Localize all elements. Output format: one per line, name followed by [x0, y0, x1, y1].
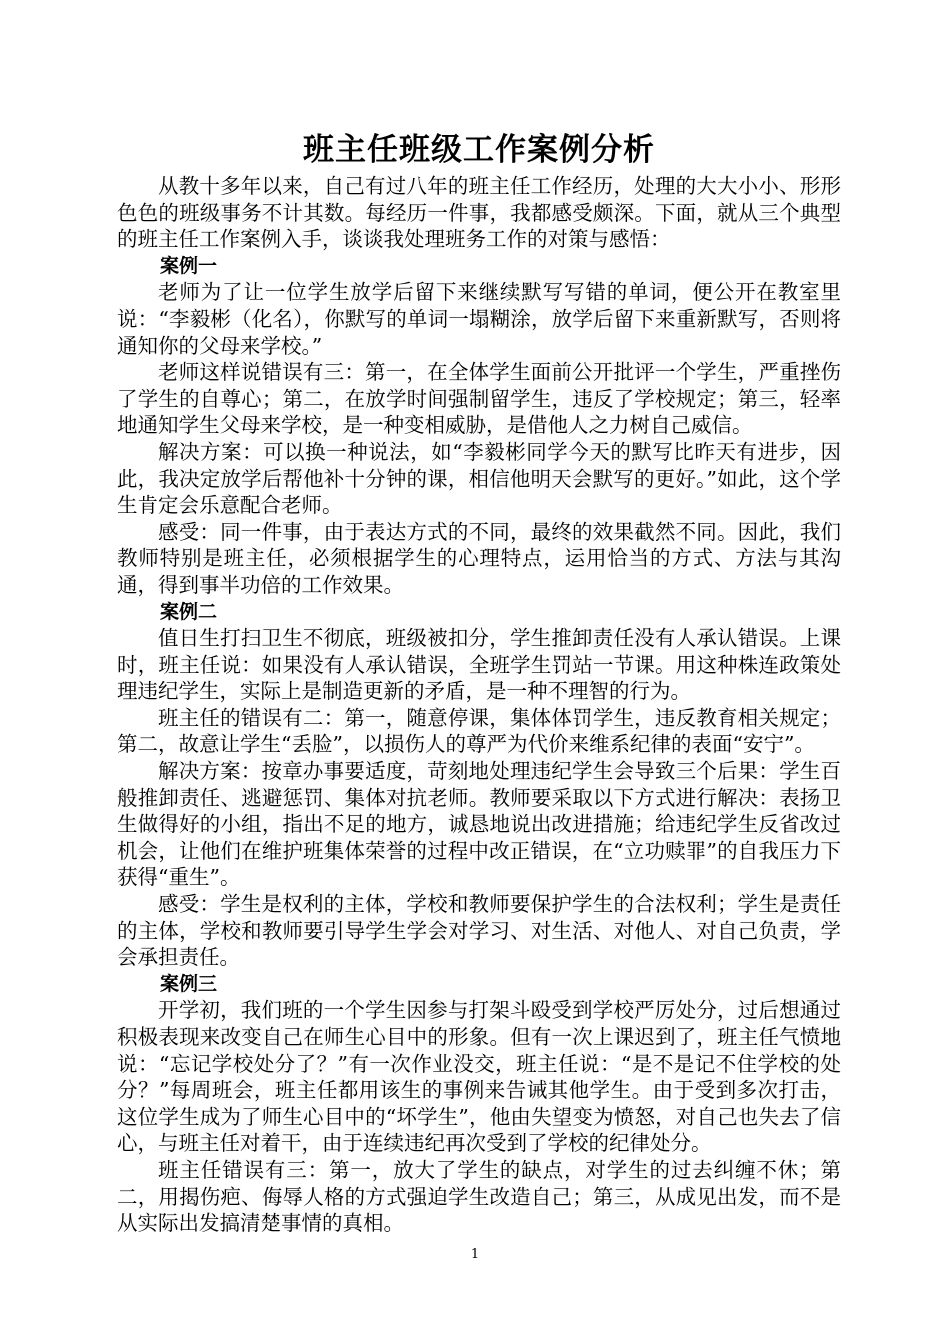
case-1-paragraph-3: 解决方案：可以换一种说法，如“李毅彬同学今天的默写比昨天有进步，因此，我决定放学后帮他补十分钟的课，相信他明天会默写的更好。”如此，这个学生肯定会乐意配合老师。 [117, 439, 841, 518]
document-body [117, 127, 841, 1237]
case-1-paragraph-2: 老师这样说错误有三：第一，在全体学生面前公开批评一个学生，严重挫伤了学生的自尊心；第二，在放学时间强制留学生，违反了学校规定；第三，轻率地通知学生父母来学校，是一种变相威胁，是借他人之力树自己威信。 [117, 360, 841, 438]
intro-paragraph: 从教十多年以来，自己有过八年的班主任工作经历，处理的大大小小、形形色色的班级事务不计其数。每经历一件事，我都感受颇深。下面，就从三个典型的班主任工作案例入手，谈谈我处理班务工作的对策与感悟： [117, 174, 841, 252]
case-3-paragraph-1: 开学初，我们班的一个学生因参与打架斗殴受到学校严厉处分，过后想通过积极表现来改变自己在师生心目中的形象。但有一次上课迟到了，班主任气愤地说：“忘记学校处分了？”有一次作业没交，班主任说：“是不是记不住学校的处分？”每周班会，班主任都用该生的事例来告诫其他学生。由于受到多次打击，这位学生成为了师生心目中的“坏学生”，他由失望变为愤怒，对自己也失去了信心，与班主任对着干，由于连续违纪再次受到了学校的纪律处分。 [117, 998, 841, 1156]
case-3-heading: 案例三 [160, 972, 218, 995]
case-1-paragraph-4: 感受：同一件事，由于表达方式的不同，最终的效果截然不同。因此，我们教师特别是班主任，必须根据学生的心理特点，运用恰当的方式、方法与其沟通，得到事半功倍的工作效果。 [117, 519, 841, 597]
case-1-paragraph-1: 老师为了让一位学生放学后留下来继续默写写错的单词，便公开在教室里说：“李毅彬（化名），你默写的单词一塌糊涂，放学后留下来重新默写，否则将通知你的父母来学校。” [117, 280, 841, 358]
page-number: 1 [470, 1247, 480, 1262]
case-2-paragraph-3: 解决方案：按章办事要适度，苛刻地处理违纪学生会导致三个后果：学生百般推卸责任、逃避惩罚、集体对抗老师。教师要采取以下方式进行解决：表扬卫生做得好的小组，指出不足的地方，诚恳地说出改进措施；给违纪学生反省改过机会，让他们在维护班集体荣誉的过程中改正错误，在“立功赎罪”的自我压力下获得“重生”。 [117, 759, 841, 890]
case-2-paragraph-4: 感受：学生是权利的主体，学校和教师要保护学生的合法权利；学生是责任的主体，学校和教师要引导学生学会对学习、对生活、对他人、对自己负责，学会承担责任。 [117, 892, 841, 970]
case-2-heading: 案例二 [160, 600, 218, 623]
case-2-paragraph-1: 值日生打扫卫生不彻底，班级被扣分，学生推卸责任没有人承认错误。上课时，班主任说：如果没有人承认错误，全班学生罚站一节课。用这种株连政策处理违纪学生，实际上是制造更新的矛盾，是一种不理智的行为。 [117, 626, 841, 704]
case-1-heading: 案例一 [160, 254, 218, 277]
case-3-paragraph-2: 班主任错误有三：第一，放大了学生的缺点，对学生的过去纠缠不休；第二，用揭伤疤、侮辱人格的方式强迫学生改造自己；第三，从成见出发，而不是从实际出发搞清楚事情的真相。 [117, 1157, 841, 1236]
document-title: 班主任班级工作案例分析 [303, 132, 655, 168]
case-2-paragraph-2: 班主任的错误有二：第一，随意停课，集体体罚学生，违反教育相关规定；第二，故意让学生“丢脸”，以损伤人的尊严为代价来维系纪律的表面“安宁”。 [117, 705, 841, 757]
